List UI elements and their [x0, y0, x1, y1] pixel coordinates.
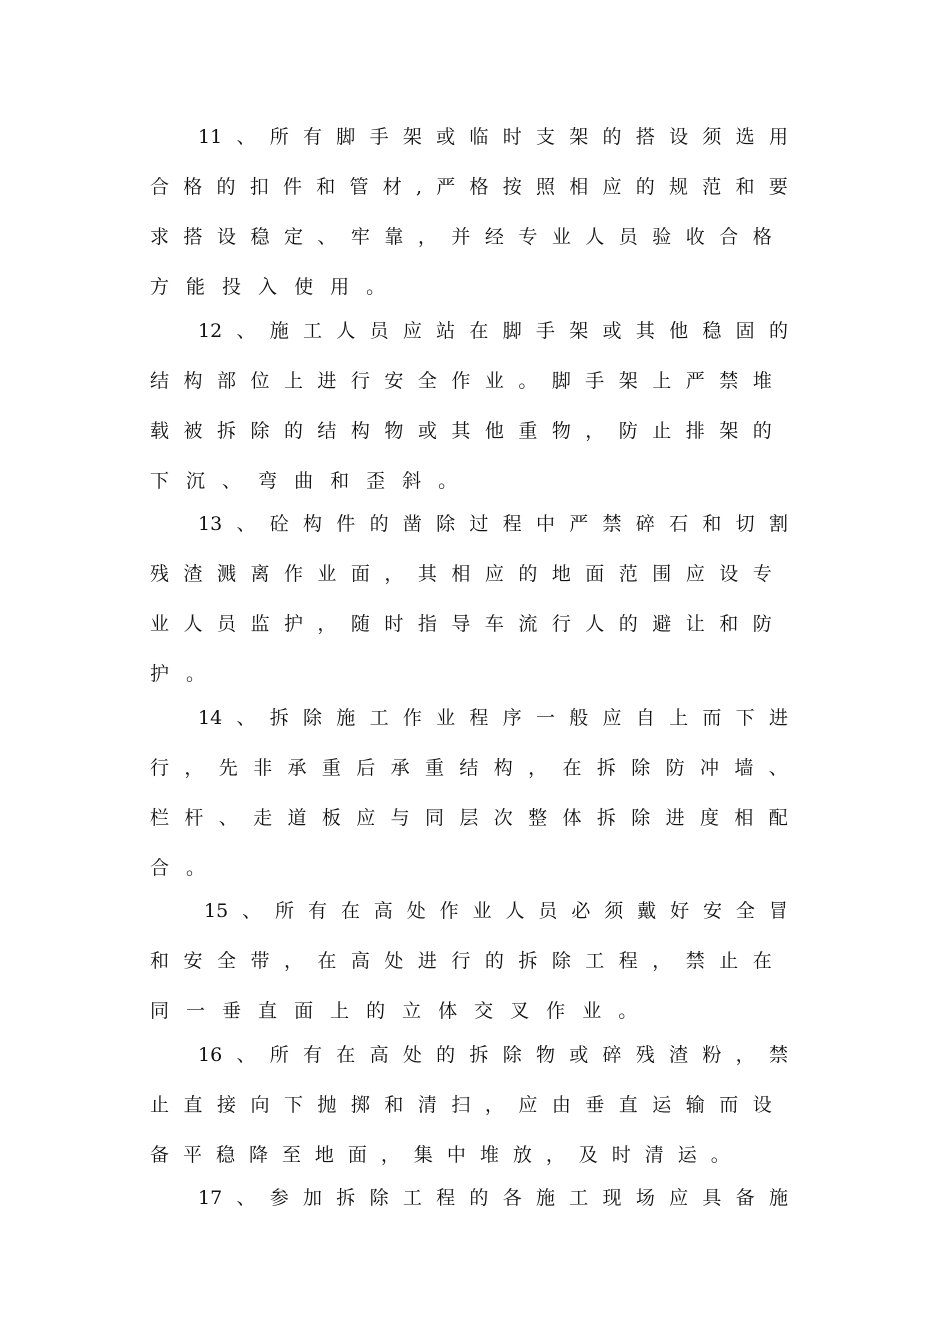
text-line-7: 载 被 拆 除 的 结 构 物 或 其 他 重 物 ， 防 止 排 架 的 [150, 420, 772, 442]
text-line-23: 17 、 参 加 拆 除 工 程 的 各 施 工 现 场 应 具 备 施 [198, 1187, 788, 1209]
text-line-17: 15 、 所 有 在 高 处 作 业 人 员 必 须 戴 好 安 全 冒 [204, 900, 788, 922]
text-line-4: 方 能 投 入 使 用 。 [150, 276, 386, 298]
text-line-10: 残 渣 溅 离 作 业 面 ， 其 相 应 的 地 面 范 围 应 设 专 [150, 563, 772, 585]
text-line-15: 栏 杆 、 走 道 板 应 与 同 层 次 整 体 拆 除 进 度 相 配 [150, 807, 788, 829]
text-line-9: 13 、 砼 构 件 的 凿 除 过 程 中 严 禁 碎 石 和 切 割 [198, 513, 788, 535]
text-line-18: 和 安 全 带 ， 在 高 处 进 行 的 拆 除 工 程 ， 禁 止 在 [150, 950, 772, 972]
text-line-13: 14 、 拆 除 施 工 作 业 程 序 一 般 应 自 上 而 下 进 [198, 707, 788, 729]
text-line-5: 12 、 施 工 人 员 应 站 在 脚 手 架 或 其 他 稳 固 的 [198, 320, 788, 342]
text-line-6: 结 构 部 位 上 进 行 安 全 作 业 。 脚 手 架 上 严 禁 堆 [150, 370, 772, 392]
text-line-12: 护 。 [150, 663, 206, 685]
text-line-21: 止 直 接 向 下 抛 掷 和 清 扫 ， 应 由 垂 直 运 输 而 设 [150, 1094, 772, 1116]
text-line-14: 行 ， 先 非 承 重 后 承 重 结 构 ， 在 拆 除 防 冲 墙 、 [150, 757, 788, 779]
text-line-20: 16 、 所 有 在 高 处 的 拆 除 物 或 碎 残 渣 粉 ， 禁 [198, 1044, 788, 1066]
text-line-3: 求 搭 设 稳 定 、 牢 靠 ， 并 经 专 业 人 员 验 收 合 格 [150, 226, 772, 248]
text-line-16: 合 。 [150, 857, 206, 879]
text-line-8: 下 沉 、 弯 曲 和 歪 斜 。 [150, 470, 458, 492]
text-line-22: 备 平 稳 降 至 地 面 ， 集 中 堆 放 ， 及 时 清 运 。 [150, 1144, 730, 1166]
text-line-19: 同 一 垂 直 面 上 的 立 体 交 叉 作 业 。 [150, 1000, 638, 1022]
text-line-11: 业 人 员 监 护 ， 随 时 指 导 车 流 行 人 的 避 让 和 防 [150, 613, 772, 635]
text-line-1: 11 、 所 有 脚 手 架 或 临 时 支 架 的 搭 设 须 选 用 [198, 126, 788, 148]
text-line-2: 合 格 的 扣 件 和 管 材 , 严 格 按 照 相 应 的 规 范 和 要 [150, 176, 788, 198]
